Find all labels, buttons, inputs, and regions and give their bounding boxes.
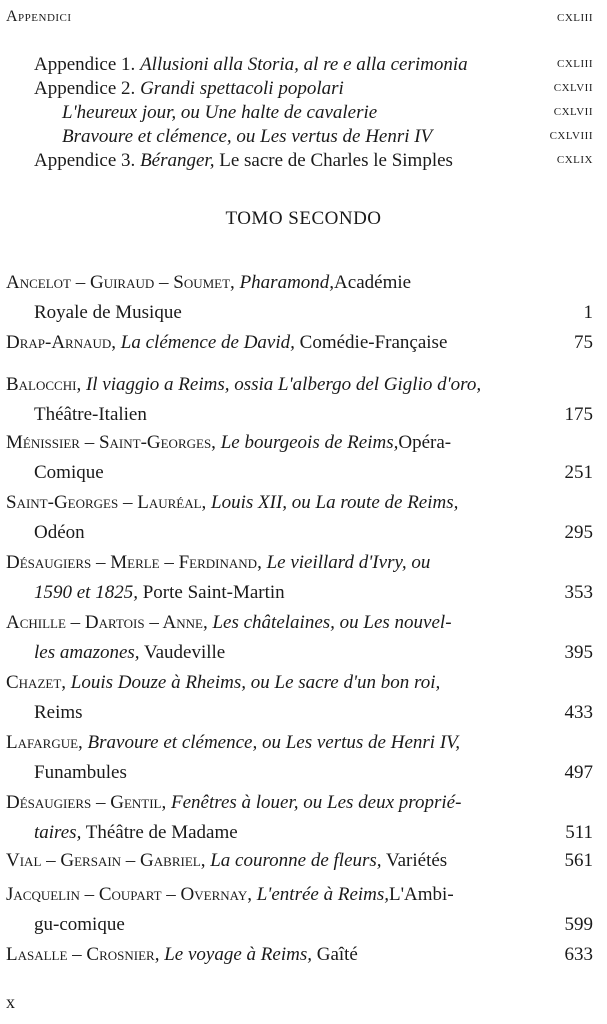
toc-entry — [6, 328, 593, 358]
entry-page: 395 — [564, 642, 593, 663]
entry-page: 295 — [564, 522, 593, 543]
entry-authors: Chazet, — [6, 672, 67, 693]
entry-authors: Achille – Dartois – Anne, — [6, 612, 208, 633]
toc-entry — [6, 668, 593, 728]
entry-authors: Jacquelin – Coupart – Overnay, — [6, 884, 252, 905]
appendix-row — [62, 126, 593, 148]
entry-venue: L'Ambi- — [389, 884, 454, 905]
entry-title: Fenêtres à louer, ou Les deux proprié- — [171, 792, 462, 813]
entry-authors: Ancelot – Guiraud – Soumet, — [6, 272, 235, 293]
entry-page: 561 — [564, 850, 593, 871]
entry-line2: Royale de Musique — [34, 302, 182, 323]
appendix-page: cxlvii — [553, 103, 593, 119]
appendix-rest: Le sacre de Charles le Simples — [219, 150, 453, 171]
appendix-label: Appendice 3. — [34, 150, 136, 171]
appendix-title: Béranger, — [140, 150, 215, 171]
entry-authors: Désaugiers – Gentil, — [6, 792, 167, 813]
entry-line2: Comique — [34, 462, 104, 483]
appendix-title: L'heureux jour, ou Une halte de cavalerie — [62, 102, 378, 123]
toc-entry — [6, 728, 593, 788]
toc-entry — [6, 788, 593, 848]
entry-venue: Porte Saint-Martin — [142, 582, 285, 603]
entry-line2: gu-comique — [34, 914, 125, 935]
appendix-page: cxlviii — [549, 127, 593, 143]
entry-page: 599 — [564, 914, 593, 935]
entry-page: 433 — [564, 702, 593, 723]
entry-title-cont: 1590 et 1825, — [34, 582, 138, 603]
entry-page: 75 — [574, 332, 593, 353]
page-number-footer: x — [6, 992, 15, 1012]
toc-entry — [6, 488, 593, 548]
appendix-title: Bravoure et clémence, ou Les vertus de Henri IV — [62, 126, 433, 147]
toc-entry — [6, 548, 593, 608]
entry-title: Les châtelaines, ou Les nouvel- — [212, 612, 452, 633]
entry-authors: Lafargue, — [6, 732, 83, 753]
appendix-row — [34, 78, 593, 100]
entry-venue: Comédie-Française — [299, 332, 448, 353]
top-label: Appendici — [6, 8, 72, 25]
entry-page: 497 — [564, 762, 593, 783]
toc-entry — [6, 370, 593, 430]
entry-title: Bravoure et clémence, ou Les vertus de Henri IV, — [87, 732, 461, 753]
entry-venue: Opéra- — [398, 432, 452, 453]
entry-venue: Académie — [334, 272, 412, 293]
top-row — [6, 8, 593, 26]
appendix-row — [62, 102, 593, 124]
toc-entry — [6, 880, 593, 940]
appendix-page: cxliii — [557, 55, 593, 71]
appendix-page: cxlix — [556, 151, 593, 167]
appendix-title: Allusioni alla Storia, al re e alla cerimonia — [140, 54, 468, 75]
entry-authors: Vial – Gersain – Gabriel, — [6, 850, 206, 871]
top-page: cxliii — [557, 8, 593, 25]
entry-venue: Théâtre de Madame — [85, 822, 238, 843]
entry-title: Pharamond, — [239, 272, 335, 293]
toc-entry — [6, 846, 593, 876]
entry-page: 1 — [583, 302, 593, 323]
entry-title: Le vieillard d'Ivry, ou — [266, 552, 431, 573]
entry-page: 251 — [564, 462, 593, 483]
entry-title: L'entrée à Reims, — [256, 884, 390, 905]
entry-authors: Balocchi, — [6, 374, 82, 395]
entry-title-cont: taires, — [34, 822, 82, 843]
appendix-label: Appendice 2. — [34, 78, 136, 99]
entry-title: Le voyage à Reims, — [164, 944, 312, 965]
entry-authors: Désaugiers – Merle – Ferdinand, — [6, 552, 262, 573]
entry-page: 511 — [565, 822, 593, 843]
entry-title: Louis XII, ou La route de Reims, — [211, 492, 459, 513]
entry-page: 175 — [564, 404, 593, 425]
entry-authors: Lasalle – Crosnier, — [6, 944, 160, 965]
entry-title: La clémence de David, — [120, 332, 295, 353]
entry-venue: Gaîté — [316, 944, 358, 965]
toc-entry — [6, 268, 593, 328]
entry-venue: Variétés — [385, 850, 448, 871]
entry-authors: Saint-Georges – Lauréal, — [6, 492, 207, 513]
appendix-row — [34, 150, 593, 172]
entry-line2: Odéon — [34, 522, 85, 543]
appendix-page: cxlvii — [553, 79, 593, 95]
toc-entry — [6, 428, 593, 488]
section-heading: TOMO SECONDO — [225, 208, 382, 229]
entry-title-cont: les amazones, — [34, 642, 140, 663]
entry-page: 633 — [564, 944, 593, 965]
entry-venue: Vaudeville — [143, 642, 226, 663]
entry-title: Le bourgeois de Reims, — [220, 432, 399, 453]
entry-title: La couronne de fleurs, — [210, 850, 382, 871]
toc-entry — [6, 608, 593, 668]
entry-line2: Funambules — [34, 762, 127, 783]
entry-line2: Théâtre-Italien — [34, 404, 147, 425]
entry-title: Il viaggio a Reims, ossia L'albergo del Giglio d'oro, — [85, 374, 482, 395]
appendix-label: Appendice 1. — [34, 54, 136, 75]
entry-line2: Reims — [34, 702, 83, 723]
toc-entry — [6, 940, 593, 970]
appendix-title: Grandi spettacoli popolari — [140, 78, 344, 99]
appendix-row — [34, 54, 593, 76]
entry-authors: Ménissier – Saint-Georges, — [6, 432, 216, 453]
entry-page: 353 — [564, 582, 593, 603]
entry-title: Louis Douze à Rheims, ou Le sacre d'un bon roi, — [70, 672, 441, 693]
entry-authors: Drap-Arnaud, — [6, 332, 117, 353]
